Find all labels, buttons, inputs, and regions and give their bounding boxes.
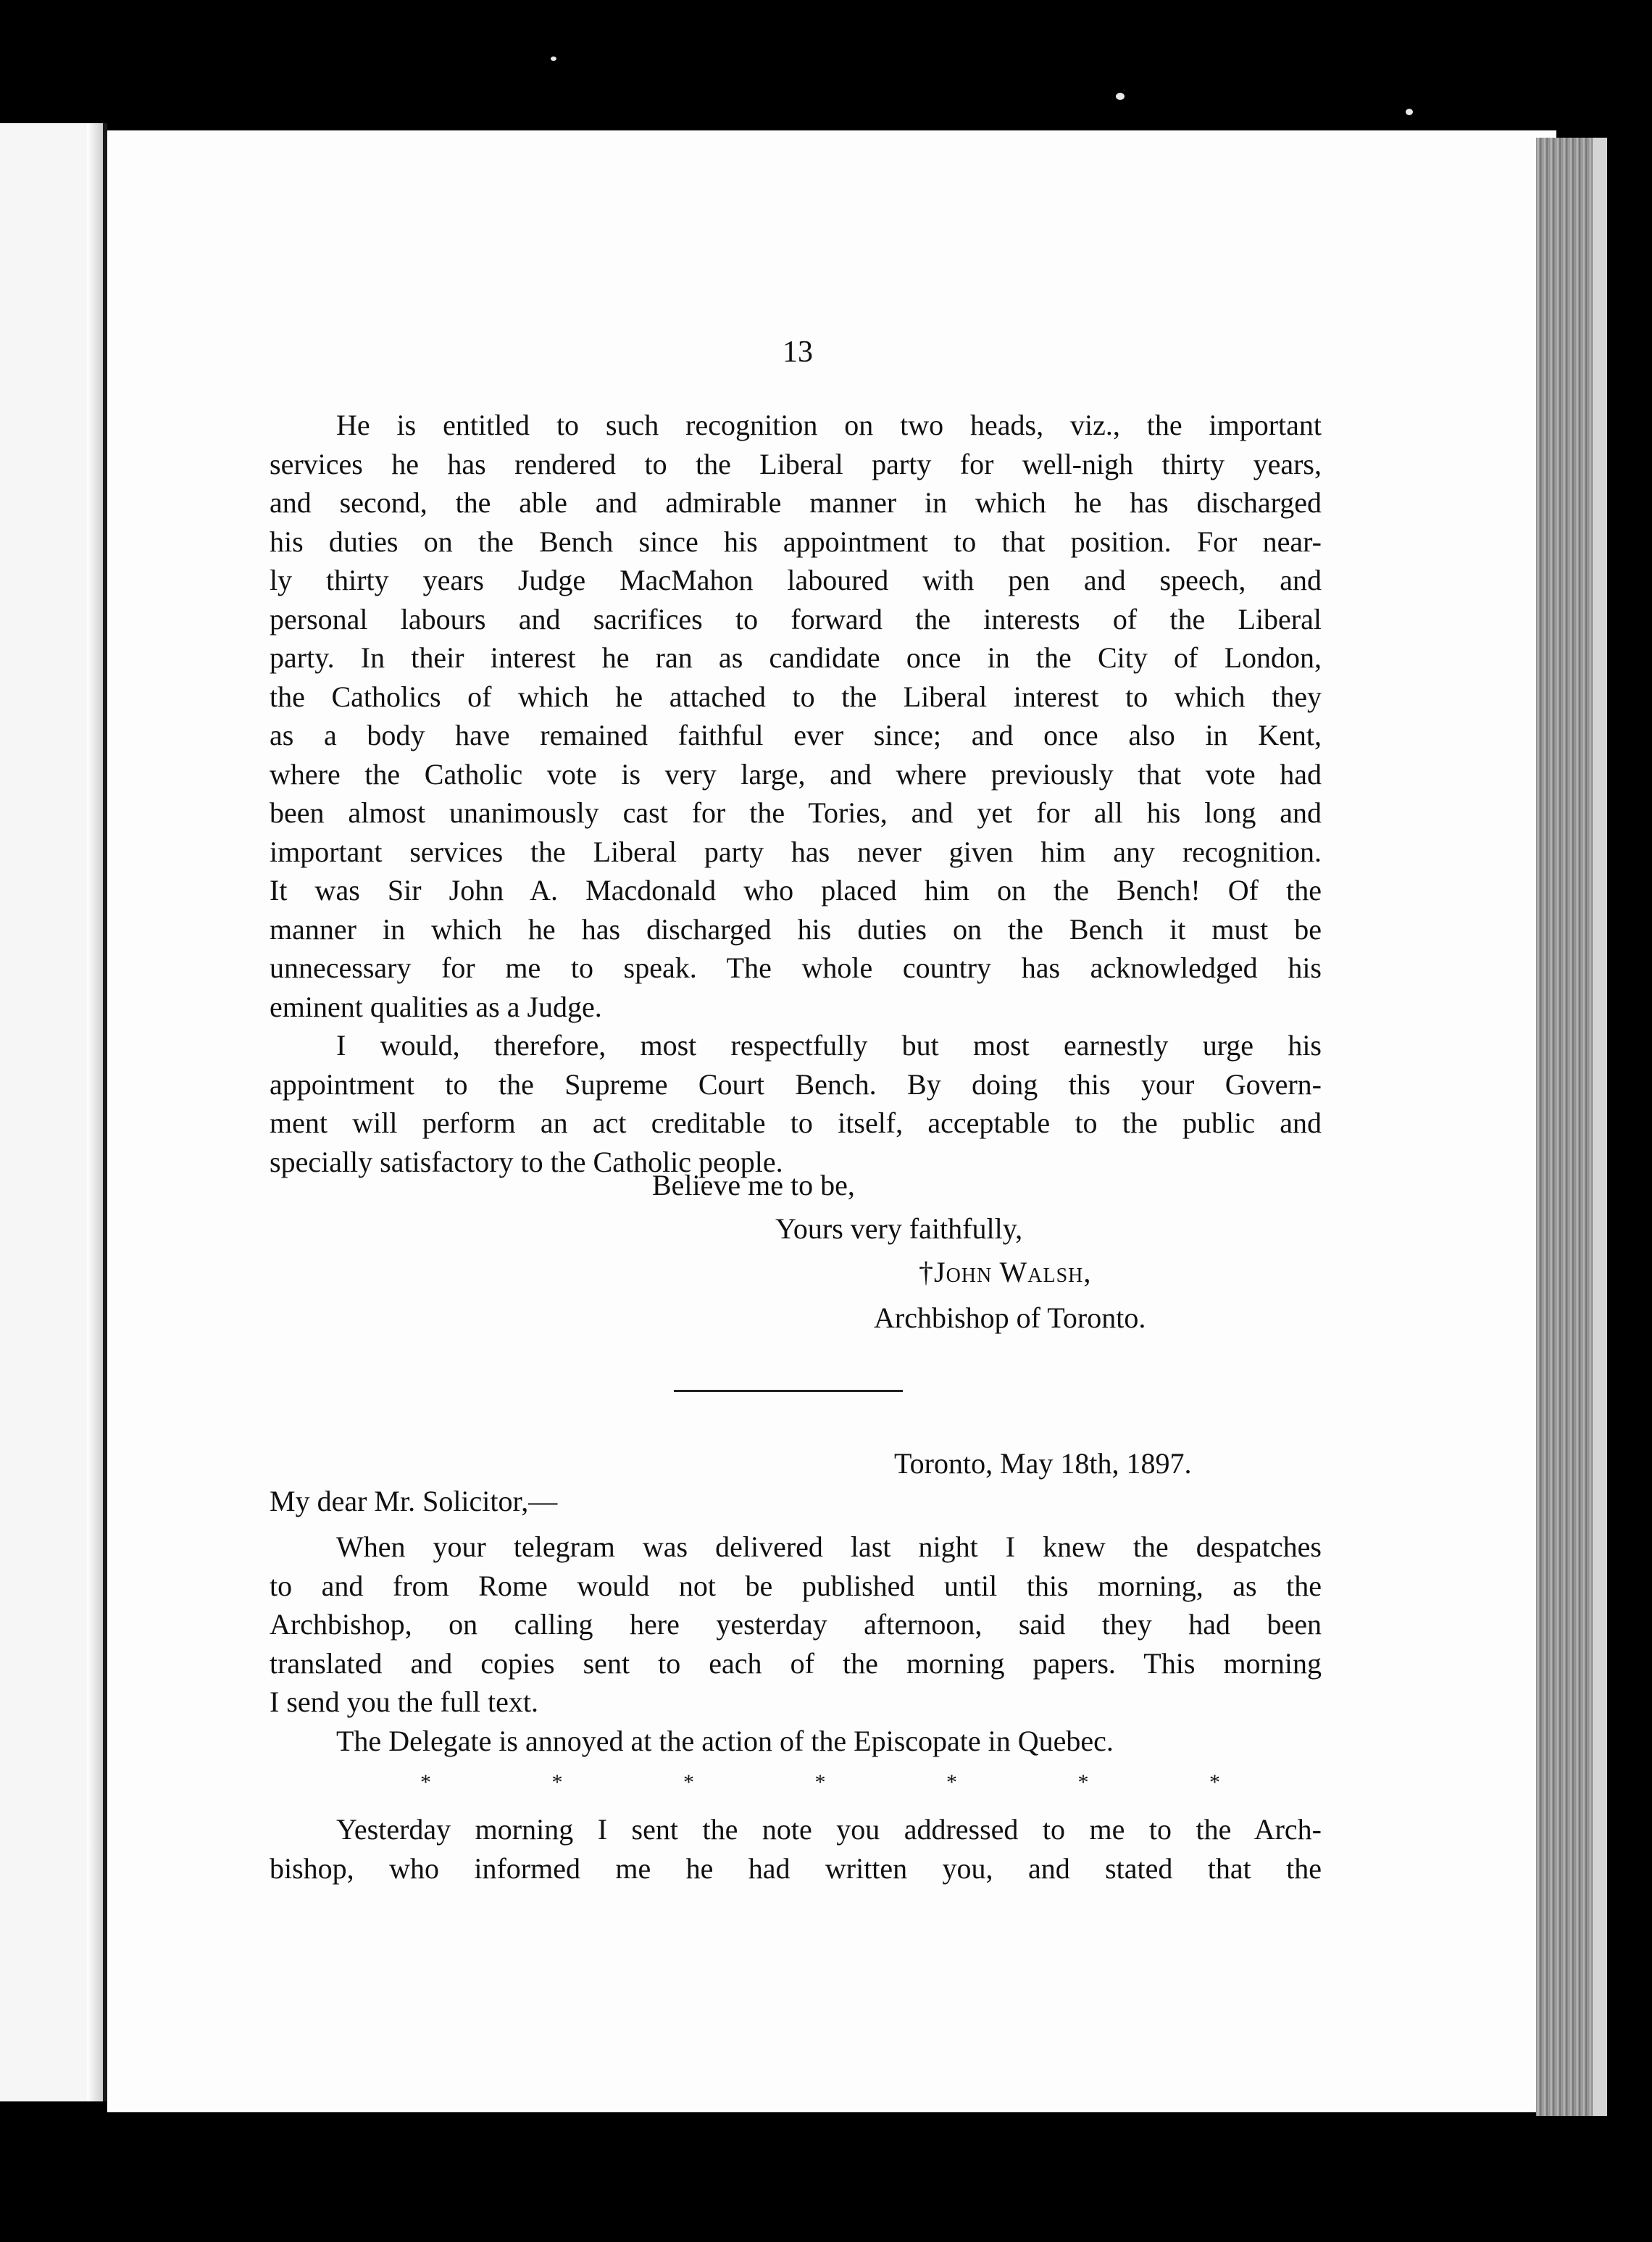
star: * (1209, 1770, 1220, 1794)
text-line: the Catholics of which he attached to the Liberal interest to which they (270, 680, 1322, 713)
text-line: ly thirty years Judge MacMahon laboured with pen and speech, and (270, 564, 1322, 596)
section-divider (674, 1390, 903, 1392)
text-line: to and from Rome would not be published until this morning, as the (270, 1569, 1322, 1602)
scan-speck (1116, 93, 1125, 100)
text-line: specially satisfactory to the Catholic people. (270, 1145, 783, 1178)
text-line: I send you the full text. (270, 1685, 539, 1718)
text-line: where the Catholic vote is very large, and where previously that vote had (270, 757, 1322, 791)
signature: †John Walsh, (919, 1256, 1092, 1288)
text-line: It was Sir John A. Macdonald who placed him on the Bench! Of the (270, 874, 1322, 907)
text-line: important services the Liberal party has never given him any recognition. (270, 835, 1322, 868)
text-line: Yesterday morning I sent the note you addressed to me to the Arch- (336, 1813, 1322, 1846)
text-line: Archbishop, on calling here yesterday afternoon, said they had been (270, 1608, 1322, 1641)
text-line: bishop, who informed me he had written you, and stated that the (270, 1851, 1322, 1885)
star: * (814, 1770, 826, 1794)
text-line: ment will perform an act creditable to itself, acceptable to the public and (270, 1107, 1322, 1139)
star: * (551, 1770, 563, 1794)
page-number: 13 (783, 336, 813, 369)
text-line: manner in which he has discharged his duties on the Bench it must be (270, 912, 1322, 946)
closing-yours: Yours very faithfully, (775, 1212, 1023, 1245)
text-line: He is entitled to such recognition on two heads, viz., the important (336, 409, 1322, 441)
page-stack-edge (1536, 138, 1594, 2116)
text-line: personal labours and sacrifices to forward the interests of the Liberal (270, 602, 1322, 635)
text-line: unnecessary for me to speak. The whole country has acknowledged his (270, 951, 1322, 984)
star: * (683, 1770, 694, 1794)
star: * (1077, 1770, 1089, 1794)
star: * (420, 1770, 431, 1794)
page-gutter-shadow (87, 123, 103, 2101)
text-line: translated and copies sent to each of the morning papers. This morning (270, 1646, 1322, 1680)
scan-speck (551, 57, 556, 61)
text-line: When your telegram was delivered last night I knew the despatches (336, 1530, 1322, 1563)
text-line: eminent qualities as a Judge. (270, 990, 602, 1023)
ellipsis-stars (420, 1770, 1220, 1795)
text-line: as a body have remained faithful ever since; and once also in Kent, (270, 719, 1322, 751)
scan-speck (1406, 109, 1413, 115)
text-line: been almost unanimously cast for the Tories, and yet for all his long and (270, 796, 1322, 829)
text-line: I would, therefore, most respectfully but most earnestly urge his (336, 1029, 1322, 1062)
text-line: services he has rendered to the Liberal party for well-nigh thirty years, (270, 447, 1322, 480)
signature-title: Archbishop of Toronto. (874, 1301, 1146, 1334)
page-stack-edge-outer (1593, 138, 1607, 2116)
text-line: The Delegate is annoyed at the action of the Episcopate in Quebec. (336, 1724, 1114, 1757)
letter2-paragraph-3 (270, 1810, 1322, 1888)
salutation: My dear Mr. Solicitor,— (270, 1485, 558, 1517)
text-line: and second, the able and admirable manner in which he has discharged (270, 486, 1322, 519)
dateline: Toronto, May 18th, 1897. (894, 1447, 1192, 1480)
text-line: party. In their interest he ran as candidate once in the City of London, (270, 641, 1322, 674)
letter2-paragraph-1 (270, 1528, 1322, 1760)
text-line: appointment to the Supreme Court Bench. By doing this your Govern- (270, 1067, 1322, 1101)
closing-believe: Believe me to be, (652, 1169, 855, 1201)
star: * (946, 1770, 957, 1794)
text-line: his duties on the Bench since his appointment to that position. For near- (270, 525, 1322, 558)
letter1-paragraph-1 (270, 406, 1322, 1181)
